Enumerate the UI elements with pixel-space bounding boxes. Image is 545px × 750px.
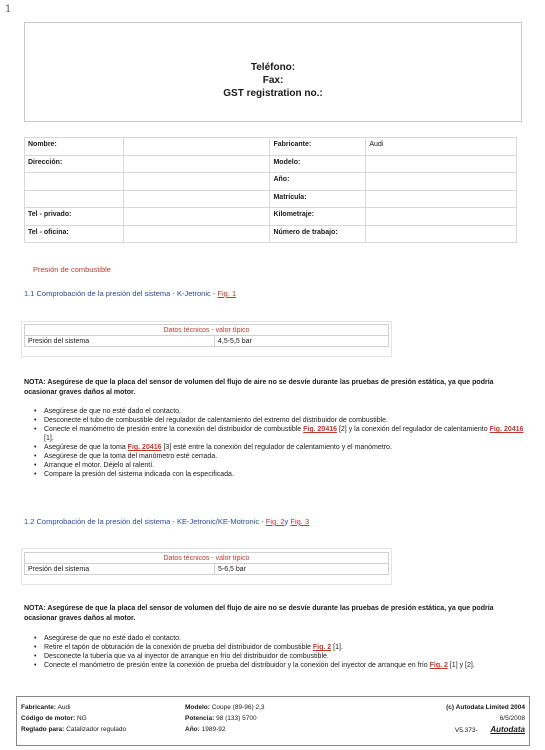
client-value [123,208,270,226]
vehicle-value [366,173,517,191]
vehicle-value [366,208,517,226]
bullet-icon: • [34,417,37,424]
step-text: Asegúrese de que no esté dado el contacto. [44,408,181,415]
footer-middle [185,702,265,735]
fig-2-link[interactable]: Fig. 2 [265,517,285,526]
client-value [123,173,270,191]
step-text: Asegúrese de que la toma [44,444,128,451]
vehicle-label: Matrícula: [270,190,366,208]
ano-label: Año: [185,726,200,733]
step-item [24,652,524,661]
gst-label: GST registration no.: [223,88,323,99]
step-text: Asegúrese de que la toma del manómetro esté cerrada. [44,453,218,460]
figure-link[interactable]: Fig. 20416 [303,426,338,433]
client-row [25,138,517,156]
step-item [24,634,524,643]
note-2: NOTA: Asegúrese de que la placa del sensor de volumen del flujo de aire no se desvíe durante las pruebas de presión estática, ya que podría ocasionar graves daños al motor. [24,605,494,622]
codigo-value: NG [76,715,87,722]
subsection-2-title [24,517,309,526]
figure-link[interactable]: Fig. 2 [429,662,448,669]
client-label [25,190,124,208]
step-item [24,661,524,670]
bullet-icon: • [34,662,37,669]
vehicle-label: Número de trabajo: [270,225,366,243]
client-row [25,208,517,226]
tech-1-label: Presión del sistema [25,336,215,347]
step-text-tail: [2] y la conexión del regulador de calentamiento [337,426,490,433]
step-item [24,452,524,461]
contact-header [25,61,521,100]
header-box [24,22,522,122]
bullet-icon: • [34,644,37,651]
client-value [123,155,270,173]
step-text: Asegúrese de que no esté dado el contacto. [44,635,181,642]
client-label: Tel - privado: [25,208,124,226]
ano-value: 1989-92 [201,726,226,733]
vehicle-label: Kilometraje: [270,208,366,226]
print-date: 6/5/2008 [499,715,525,722]
step-text: Retire el tapón de obturación de la conexión de prueba del distribuidor de combustible [44,644,313,651]
telefono-label: Teléfono: [250,62,296,73]
bullet-icon: • [34,653,37,660]
client-value [123,190,270,208]
tech-table-2 [24,552,389,575]
bullet-icon: • [34,444,37,451]
client-label: Dirección: [25,155,124,173]
bullet-icon: • [34,471,37,478]
step-item [24,407,524,416]
autodata-logo: Autodata [490,725,525,734]
figure-link[interactable]: Fig. 20416 [489,426,524,433]
client-row [25,155,517,173]
step-text: Conecte el manómetro de presión entre la conexión de prueba del distribuidor y la conexión del inyector de arranque en frío [44,662,430,669]
fig-3-link[interactable]: Fig. 3 [290,517,310,526]
footer-right [446,702,525,736]
vehicle-label: Fabricante: [270,138,366,156]
fig-1-link[interactable]: Fig. 1 [217,289,237,298]
subsection-2-text: 1.2 Comprobación de la presión del sistema - KE-Jetronic/KE-Motronic - [24,517,266,526]
footer-left [21,702,126,735]
bullet-icon: • [34,462,37,469]
client-value [123,138,270,156]
step-item [24,425,524,443]
step-text: Desconecte la tubería que va al inyector de arranque en frío del distribuidor de combustible. [44,653,329,660]
step-item [24,443,524,452]
vehicle-value [366,155,517,173]
client-value [123,225,270,243]
bullet-icon: • [34,453,37,460]
subsection-2-mid: y [284,517,291,526]
vehicle-label: Año: [270,173,366,191]
page-mark: 1 [5,4,12,15]
step-text: Arranque el motor. Déjelo al ralentí. [44,462,155,469]
client-row [25,190,517,208]
tech-1-header: Datos técnicos - valor típico [25,325,389,336]
step-item [24,416,524,425]
vehicle-label: Modelo: [270,155,366,173]
client-label: Nombre: [25,138,124,156]
tech-2-label: Presión del sistema [25,564,215,575]
bullet-icon: • [34,635,37,642]
fabricante-value: Audi [57,704,71,711]
footer [16,696,530,746]
tech-2-value: 5-6,5 bar [215,564,389,575]
potencia-label: Potencia: [185,715,215,722]
vehicle-value: Audi [366,138,517,156]
fax-label: Fax: [262,75,284,86]
bullet-icon: • [34,426,37,433]
tech-1-value: 4,5-5,5 bar [215,336,389,347]
bullet-icon: • [34,408,37,415]
codigo-label: Código de motor: [21,715,76,722]
reglado-label: Reglado para: [21,726,65,733]
client-row [25,173,517,191]
client-row [25,225,517,243]
fabricante-label: Fabricante: [21,704,57,711]
section-title: Presión de combustible [33,265,111,274]
steps-list-1 [24,407,524,479]
figure-link[interactable]: Fig. 20416 [127,444,162,451]
step-item [24,643,524,652]
modelo-label: Modelo: [185,704,210,711]
copyright: (c) Autodata Limited 2004 [446,704,525,711]
client-table [24,137,517,243]
note-1: NOTA: Asegúrese de que la placa del sensor de volumen del flujo de aire no se desvíe durante las pruebas de presión estática, ya que podría ocasionar graves daños al motor. [24,379,494,396]
step-item [24,470,524,479]
tech-table-1 [24,324,389,347]
client-label [25,173,124,191]
modelo-value: Coupe (89-96) 2,3 [211,704,265,711]
step-text-tail: [1] y [2]. [447,662,475,669]
subsection-1-text: 1.1 Comprobación de la presión del sistema - K-Jetronic - [24,289,218,298]
step-text: Desconecte el tubo de combustible del regulador de calentamiento del extremo del distribuidor de combustible. [44,417,388,424]
step-text-tail: [1]. [331,644,343,651]
step-item [24,461,524,470]
steps-list-2 [24,634,524,670]
reglado-value: Catalizador regulado [66,726,127,733]
step-text-tail: [1]. [44,435,54,442]
step-text-tail: [3] esté entre la conexión del regulador de calentamiento y el manómetro. [161,444,392,451]
vehicle-value [366,190,517,208]
client-label: Tel - oficina: [25,225,124,243]
version: V5.373- [454,727,478,734]
step-text: Compare la presión del sistema indicada con la especificada. [44,471,234,478]
subsection-1-title [24,289,236,298]
step-text: Conecte el manómetro de presión entre la conexión del distribuidor de combustible [44,426,304,433]
vehicle-value [366,225,517,243]
tech-2-header: Datos técnicos - valor típico [25,553,389,564]
figure-link[interactable]: Fig. 2 [312,644,332,651]
potencia-value: 98 (133) 5700 [216,715,257,722]
